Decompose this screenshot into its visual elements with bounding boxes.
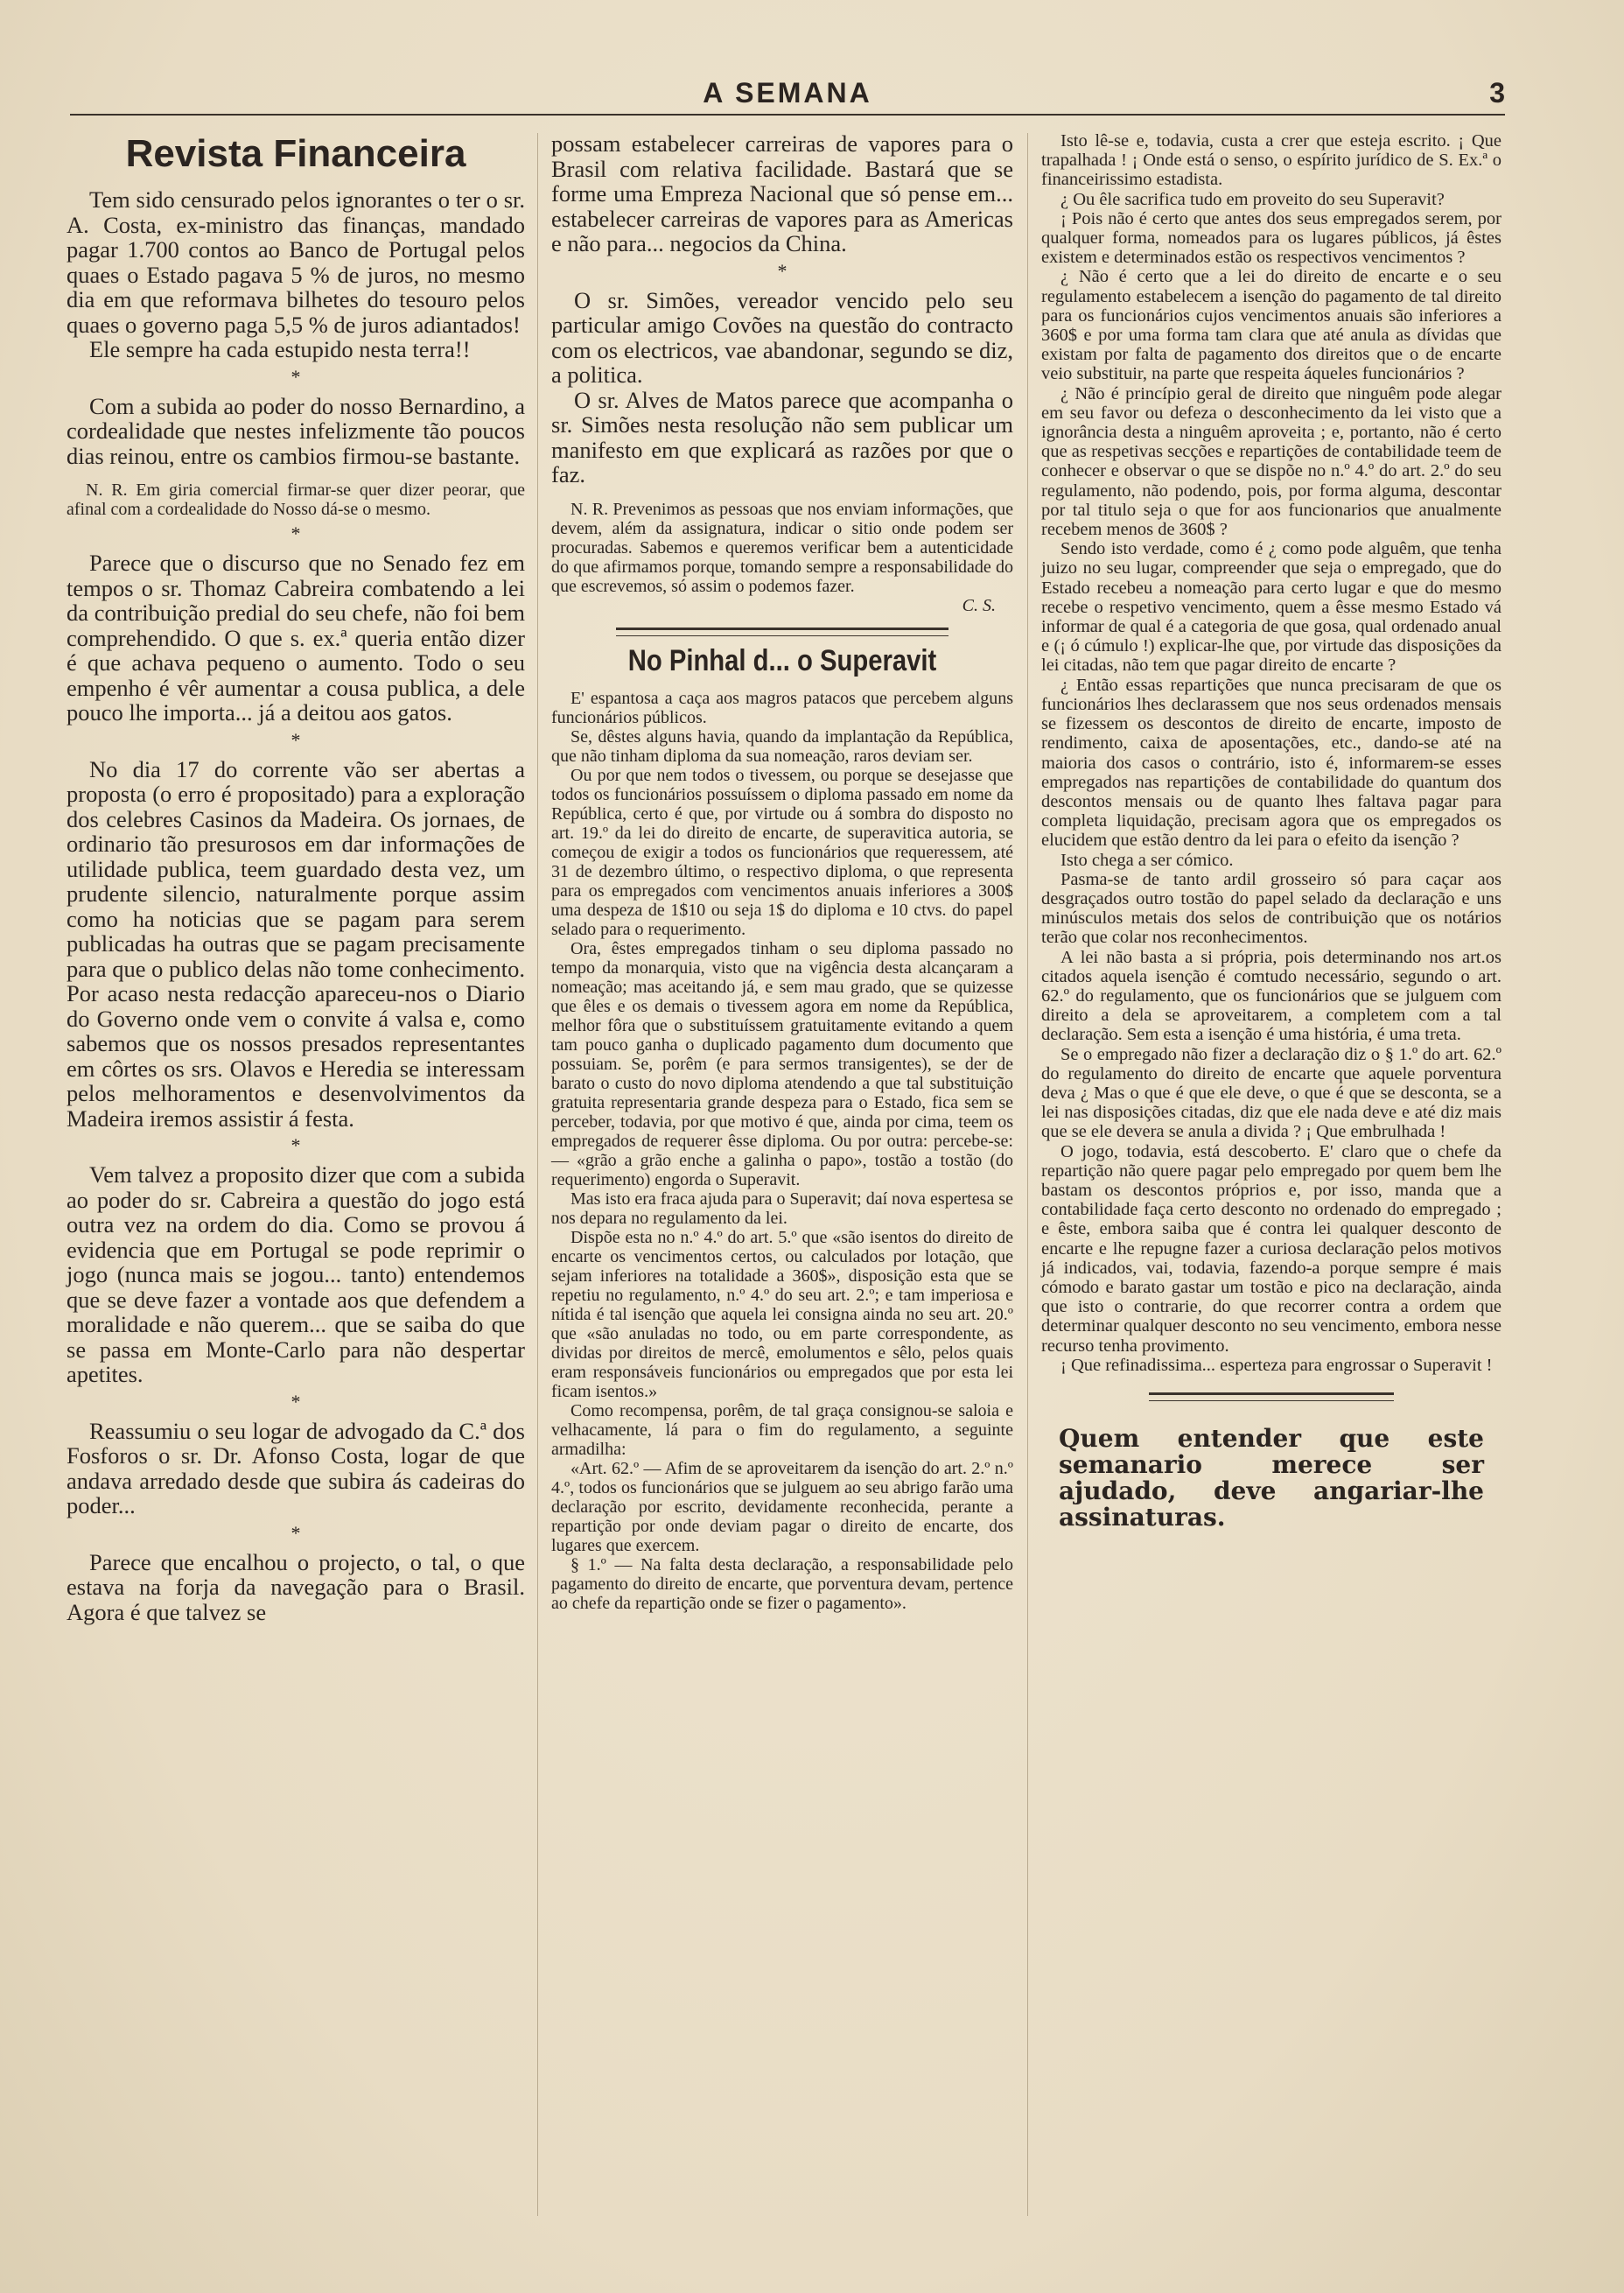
section-rule — [616, 628, 948, 636]
paragraph: Ou por que nem todos o tivessem, ou porque se desejasse que todos os funcionários possuíssem o diploma passado em nome da República, certo é que, por virtude ou á sombra do disposto no art. 19.º da lei do direito de encarte, de superavitica autoria, se começou de exigir a todos os funcionários que requeressem, até 31 de dezembro último, o respectivo diploma, o que representa para os empregados com vencimentos anuais inferiores a 300$ uma despeza de 1$10 ou seja 1$ do diploma e 10 ctvs. do papel selado para o requerimento. — [551, 765, 1013, 939]
paragraph: ¡ Que refinadissima... esperteza para engrossar o Superavit ! — [1060, 1355, 1493, 1375]
paragraph: «Art. 62.º — Afim de se aproveitarem da isenção do art. 2.º n.º 4.º, todos os funcionários que se julguem ao seu abrigo farão uma declaração por escrito, devidamente reconhecida, perante a repartição por onde deviam pagar o direito de encarte, dos lugares que exercem. — [551, 1458, 1013, 1555]
paragraph: Se o empregado não fizer a declaração diz o § 1.º do art. 62.º do regulamento do direito de encarte que aquele porventura deva ¿ Mas o que é que ele deve, o que é que se desconta, se a lei nas disposições citadas, diz que ele nada deve e até diz mais que se ele devera se anula a divida ? ¡ Que embrulhada ! — [1041, 1044, 1502, 1142]
paragraph: § 1.º — Na falta desta declaração, a responsabilidade pelo pagamento do direito de encarte, que porventura devam, pertence ao chefe da repartição onde se fizer o pagamento». — [551, 1554, 1013, 1613]
section-rule — [1149, 1392, 1394, 1401]
paragraph: Parece que o discurso que no Senado fez em tempos o sr. Thomaz Cabreira combatendo a lei da contribuição predial do seu chefe, não foi bem comprehendido. O que s. ex.ª queria então dizer é que achava pequeno o aumento. Todo o seu empenho é vêr aumentar a cousa publica, a dele pouco lhe importa... já a deitou aos gatos. — [66, 550, 525, 726]
paragraph: Isto chega a ser cómico. — [1060, 850, 1234, 870]
paragraph: Dispõe esta no n.º 4.º do art. 5.º que «são isentos do direito de encarte os vencimentos certos, ou calculados por lotação, que sejam inferiores na totalidade a 360$», disposição esta que se repetiu no regulamento, n.º 4.º do seu art. 2.º; e tam imperiosa e nítida é tal isenção que aquela lei consigna ainda no seu art. 20.º que «são anuladas no todo, ou em parte correspondente, as dividas por direitos de mercê, emolumentos e sêlo, pelos quais eram responsáveis funcionários ou empregados que por esta lei ficam isentos.» — [551, 1227, 1013, 1401]
column-3 — [1041, 131, 1502, 1531]
article-title: Revista Financeira — [125, 132, 466, 175]
paragraph: Ele sempre ha cada estupido nesta terra!! — [89, 336, 471, 362]
paragraph: Isto lê-se e, todavia, custa a crer que esteja escrito. ¡ Que trapalhada ! ¡ Onde está o senso, o espírito jurídico de S. Ex.ª o financeirissimo estadista. — [1041, 131, 1502, 190]
column-1 — [66, 131, 525, 1624]
article-title: No Pinhal d... o Superavit — [627, 643, 937, 677]
column-divider — [537, 133, 538, 2216]
separator-asterisk: * — [290, 728, 301, 751]
separator-asterisk: * — [777, 259, 788, 282]
paragraph: Vem talvez a proposito dizer que com a subida ao poder do sr. Cabreira a questão do jogo está outra vez na ordem do dia. Como se provou á evidencia que em Portugal se pode reprimir o jogo (nunca mais se jogou... tanto) entendemos que se deve fazer a vontade aos que defendem a moralidade e não querem... que se saiba do que se passa em Monte-Carlo para não despertar apetites. — [66, 1161, 525, 1387]
masthead — [70, 77, 1505, 112]
separator-asterisk: * — [290, 1134, 301, 1156]
editor-note: N. R. Prevenimos as pessoas que nos enviam informações, que devem, além da assignatura, indicar o sitio onde podem ser procuradas. Sabemos e queremos verificar bem a autenticidade do que afirmamos porque, tomando sempre a responsabilidade do que escrevemos, só assim o podemos fazer. — [551, 499, 1013, 596]
paragraph: ¡ Pois não é certo que antes dos seus empregados serem, por qualquer forma, nomeados para os lugares públicos, já êstes existem e determinados estão os respectivos vencimentos ? — [1041, 208, 1502, 268]
page-number: 3 — [1489, 77, 1505, 109]
paragraph: Com a subida ao poder do nosso Bernardino, a cordealidade que nestes infelizmente tão poucos dias reinou, entre os cambios firmou-se bastante. — [66, 392, 525, 469]
paragraph: Ora, êstes empregados tinham o seu diploma passado no tempo da monarquia, visto que na vigência desta alcançaram a nomeação; mas aceitando já, e sem mau grado, que se quizesse que êles e os demais o tivessem agora em nome da República, melhor fôra que o substituíssem gratuitamente evitando a quem tam pouco ganha o duplicado pagamento dum documento que possuiam. Se, porêm (e para sermos transigentes), se der de barato o custo do novo diploma atendendo a que tal substituição gratuita representaria grande despeza para o Estado, fica sem se perceber, todavia, por que motivo é que, ainda por cima, teem os empregados de requerer êsse diploma. Ou por outra: percebe-se: — «grão a grão enche a galinha o papo», tostão a tostão (do requerimento) engorda o Superavit. — [551, 938, 1013, 1189]
paragraph: Reassumiu o seu logar de advogado da C.ª dos Fosforos o sr. Dr. Afonso Costa, logar de que andava arredado desde que subira ás cadeiras do poder... — [66, 1417, 525, 1518]
newspaper-name: A SEMANA — [703, 77, 872, 109]
paragraph: ¿ Não é princípio geral de direito que ninguêm pode alegar em seu favor ou defeza o desconhecimento da lei visto que a ignorância desta a ninguêm aproveita ; e, portanto, não é certo que as respetivas secções e repartições de contabilidade teem de conhecer e observar o que se dispõe no n.º 4.º do art. 2.º do seu regulamento, não podendo, pois, por forma alguma, descontar por tal titulo seja o que for aos funcionarios que anualmente recebem menos de 360$ ? — [1041, 383, 1502, 540]
paragraph: A lei não basta a si própria, pois determinando nos art.os citados aquela isenção é comtudo necessário, segundo o art. 62.º do regulamento, que os funcionários que se julguem com direito a dela se aproveitarem, a completem com a tal declaração. Sem esta a isenção é uma história, é uma treta. — [1041, 947, 1502, 1045]
paragraph: Parece que encalhou o projecto, o tal, o que estava na forja da navegação para o Brasil. Agora é que talvez se — [66, 1548, 525, 1625]
paragraph: Pasma-se de tanto ardil grosseiro só para caçar aos desgraçados outro tostão do papel selado da declaração e uns minúsculos metais dos selos de contribuição que os notários terão que colar nos reconhecimentos. — [1041, 869, 1502, 948]
paragraph: ¿ Ou êle sacrifica tudo em proveito do seu Superavit? — [1060, 189, 1445, 209]
paragraph: Se, dêstes alguns havia, quando da implantação da República, que não tinham diploma da sua nomeação, raros deviam ser. — [551, 726, 1013, 766]
separator-asterisk: * — [290, 1390, 301, 1413]
separator-asterisk: * — [290, 522, 301, 544]
paragraph: possam estabelecer carreiras de vapores para o Brasil com relativa facilidade. Bastará que se forme uma Empreza Nacional que só pense em... estabelecer carreiras de vapores para as Americas e não para... negocios da China. — [551, 130, 1013, 256]
column-2 — [551, 131, 1013, 1613]
paragraph: O sr. Simões, vereador vencido pelo seu particular amigo Covões na questão do contracto com os electricos, vae abandonar, segundo se diz, a politica. — [551, 286, 1013, 388]
header-rule — [70, 114, 1505, 116]
separator-asterisk: * — [290, 1521, 301, 1544]
paragraph: Sendo isto verdade, como é ¿ como pode alguêm, que tenha juizo no seu lugar, compreender que seja o empregado, que do Estado recebeu a nomeação para certo lugar e que do mesmo recebe o respetivo vencimento, quem a êsse mesmo Estado vá informar de qual é a categoria de que gosa, qual ordenado anual e (¡ ó cúmulo !) explicar-lhe que, por virtude das disposições da lei citadas, não tem que pagar direito de encarte ? — [1041, 539, 1502, 676]
paragraph: O jogo, todavia, está descoberto. E' claro que o chefe da repartição não quere pagar pelo empregado por quem bem lhe bastam os descontos próprios e, por isso, manda que a contabilidade faça certo desconto no ordenado do empregado ; e êste, embora saiba que é contra lei qualquer desconto de encarte e lhe repugne fazer a curiosa declaração pelos motivos já indicados, vai, todavia, fazendo-a porque sempre é mais cómodo e barato gastar um tostão e pico na declaração, ainda que isto o contrarie, do que recorrer contra a ordem que determinar qualquer desconto no seu vencimento, embora nesse recurso tenha provimento. — [1041, 1141, 1502, 1356]
paragraph: Mas isto era fraca ajuda para o Superavit; daí nova espertesa se nos depara no regulamento da lei. — [551, 1189, 1013, 1228]
paragraph: O sr. Alves de Matos parece que acompanha o sr. Simões nesta resolução não sem publicar um manifesto em que explicará as razões por que o faz. — [551, 386, 1013, 487]
signature: C. S. — [962, 595, 996, 615]
column-divider — [1027, 133, 1028, 2216]
subscription-appeal: Quem entender que este semanario merece ser ajudado, deve angariar-lhe assinaturas. — [1059, 1424, 1484, 1532]
paragraph: Tem sido censurado pelos ignorantes o ter o sr. A. Costa, ex-ministro das finanças, mandado pagar 1.700 contos ao Banco de Portugal pelos quaes o Estado pagava 5 % de juros, no mesmo dia em que reformava bilhetes do tesouro pelos quaes o governo paga 5,5 % de juros adiantados! — [66, 186, 525, 338]
editor-note: N. R. Em giria comercial firmar-se quer dizer peorar, que afinal com a cordealidade do Nosso dá-se o mesmo. — [66, 480, 525, 519]
paragraph: ¿ Então essas repartições que nunca precisaram de que os funcionários lhes declarassem que nos seus ordenados mensais se fizessem os descontos de direito de encarte, imposto de rendimento, caixa de aposentações, etc., dando-se até na maioria dos casos o contrário, isto é, informarem-se esses empregados nas repartições de contabilidade do quantum dos descontos mensais ou de quanto lhes faltava pagar para completa liquidação, precisam agora que os empregados os elucidem que estão dentro da lei para o efeito da isenção ? — [1041, 675, 1502, 851]
separator-asterisk: * — [290, 365, 301, 388]
paragraph: E' espantosa a caça aos magros patacos que percebem alguns funcionários públicos. — [551, 688, 1013, 727]
paragraph: Como recompensa, porêm, de tal graça consignou-se saloia e velhacamente, lá para o fim do regulamento, a seguinte armadilha: — [551, 1400, 1013, 1459]
paragraph: No dia 17 do corrente vão ser abertas a proposta (o erro é propositado) para a exploração dos celebres Casinos da Madeira. Os jornaes, de ordinario tão presurosos em dar informações de utilidade publica, teem guardado desta vez, um prudente silencio, naturalmente porque assim como ha noticias que se pagam para serem publicadas ha outras que se pagam precisamente para que o publico delas não tome conhecimento. Por acaso nesta redacção apareceu-nos o Diario do Governo onde vem o convite á valsa e, como sabemos que os nossos presados representantes em côrtes os srs. Olavos e Heredia se interessam pelos melhoramentos e desenvolvimentos da Madeira iremos assistir á festa. — [66, 755, 525, 1132]
paragraph: ¿ Não é certo que a lei do direito de encarte e o seu regulamento estabelecem a isenção do pagamento de tal direito para os funcionários cujos vencimentos anuais são inferiores a 360$ e por uma forma tam clara que até anula as dívidas que existam por falta de pagamento dos direitos que o de encarte veio substituir, na parte que respeita áqueles funcionários ? — [1041, 267, 1502, 384]
